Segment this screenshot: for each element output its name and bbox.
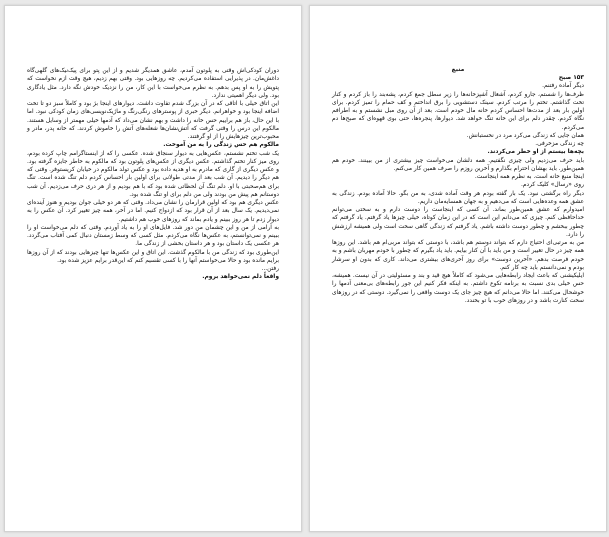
paragraph: چه زندگی مزخرفی. <box>535 141 584 147</box>
paragraph: این اتاق خیلی با اتاقی که در آن بزرگ شدم تفاوت داشت. دیوارهای اینجا بژ بود و کاملاً سبز دو تا تخت اضافه اینجا بود و خواهرانم. دیگر خبری از پوسترهای رنگی‌رنگ و ماژیک‌نویسی‌های زمان کودکی نبود. اما با این حال، باز هم براییم حس خانه را داشت و بهم نشان می‌داد که آدمها خیلی مهمتر از وسایل هستند. مالکوم این درس را وقتی گرفت که آتش‌نشان‌ها شعله‌های آتش را خاموش کردند. که خانه پدر، مادر و محبوب‌ترین چیزهایش را از او گرفتند. <box>27 101 279 140</box>
paragraph: دیگر راه برگشتی نبود. یک بار گفته بودم هر وقت آماده شدی، به من بگو. حالا آماده بودم. زندگی به عشق همه وعده‌هایی است که می‌دهیم و به جهان همسایه‌مان داریم. <box>332 190 584 205</box>
paragraph: عکس دیگری هم بود که اولین قرارمان را نشان می‌داد. وقتی که هر دو خیلی جوان بودیم و هنوز آینده‌ای نمی‌دیدیم. یک سال بعد از آن قرار بود که ازدواج کنیم. اما در آخر، همه چیز تغییر کرد. آن عکس را به دیوار زدم تا هر روز ببینم و یادم بماند که روزهای خوب هم داشتیم. <box>27 200 279 223</box>
paragraph: من به مرتبی‌ای احتیاج دارم که بتواند دوستم هم باشد، با دوستی که بتواند مربی‌ام هم باشد. این روزها همه چیز در حال تغییر است و من باید با آن کنار بیایم. باید یاد بگیرم که چطور با خودم مهربان باشم و به خودم فرصت بدهم. «آخرین دوست» برای روز آخری‌های بیشتری می‌داند. کاری که بدون او سرشار بودم و نمی‌دانستم باید چه کار کنم. <box>332 240 584 271</box>
paragraph: رفتن... <box>261 266 279 272</box>
paragraph: دوران کودکی‌اش وقتی به پلوتون آمدم، عاشق همدیگر شدیم و از این پتو برای پیک‌نیک‌های گلهی‌گاه داغش‌مان. در پذیرایی استفاده می‌کردیم. چه روزهایی بود. وقتی بهم زدیم، هیچ وقت ازم نخواست که پتویش را به او پس بدهم. به نظرم می‌خواست با این کار، من را نزدیک خودش نگه دارد. مثل یادگاری بود. ولی دیگر اهمیتی ندارد. <box>27 68 279 99</box>
paragraph: بچه‌ها بیستم از او خطر می‌کردند. <box>487 149 584 156</box>
paragraph: یک شب تختم نشستم، عکس‌هایی به دیوار سنجاق شده. عکسی را که از اینستاگرامم چاپ کرده بودم، روی میز کنار تختم گذاشتم. عکس دیگری از عکس‌های پلوتون بود که مالکوم به خاطر جایزه گرفته بود. و عکس دیگری از گاری که مادرم به او هدیه داده بود و عکس تولد مالکوم در خیابان کریستوفر. وقتی که هم دیگر را دیدیم. آن شب بعد از مدتی طولانی برای اولین بار احساس کردم دلم تنگ شده است. تنگ برای هم‌صحبتی با او. دلم تنگ آن لحظاتی شده بود که با هم بودیم و از هر دری حرف می‌زدیم. آن شب دوستانم هم پیش من بودند ولی من دلم برای او تنگ شده بود. <box>27 150 279 198</box>
paragraph: ظرف‌ها را شستم، جارو کردم، آشغال آشپزخانه‌ها را زیر سطل جمع کردم، پشه‌بند را باز کردم و کنار تخت گذاشتم. تختم را مرتب کردم. سینک دستشویی را برق انداختم و کف حمام را تمیز کردم. برای اولین بار بعد از مدت‌ها احساس کردم خانه مال خودم است. بعد از آن روی مبل نشستم و به اطرافم نگاه کردم. چقدر دلم برای این خانه تنگ خواهد شد. دیوارها، پنجره‌ها، حتی بوی قهوه‌ای که صبح‌ها دم می‌کردم. <box>332 91 584 131</box>
paragraph: ایلیکیشنی که باعث ایجاد رابطه‌هایی می‌شود که کاملاً هیچ قید و بند و مسئولیتی در آن نیست. همیشه، حس خیلی بدی نسبت به برنامه تکوع داشتم. به اینکه فکر کنیم این جور رابطه‌های بی‌معنی آدمها را خوشحال می‌کنند. اما حالا می‌دانم که هیچ چیز جای یک دوست واقعی را نمی‌گیرد. دوستی که در روزهای سخت کنارت باشد و در روزهای خوب با تو بخندد. <box>332 273 584 304</box>
paragraph: امیدوارم که عشق همین‌طور بماند. آن کسی که اینجاست را دوست دارم و به سختی می‌توانم خداحافظی کنم. چیزی که می‌دانم این است که در این زمان کوتاه، خیلی چیزها یاد گرفتم. یاد گرفتم که چطور ببخشم و چطور دوست داشته باشم. یاد گرفتم که زندگی گاهی سخت است ولی همیشه ارزشش را دارد. <box>332 207 584 238</box>
paragraph: همان جایی که زندگی می‌کرد مرد در نخستبانش. <box>466 132 584 139</box>
paragraph: اینجا منبع خانه است. به نظرم همه اینجاست. <box>474 174 584 180</box>
paragraph: روی «رسال» کلیک کردم. <box>521 182 584 189</box>
paragraph: مالکوم هم حس زندگی را به من آموخت. <box>163 142 279 149</box>
paragraph: این‌طوری بود که زندگی من با مالکوم گذشت. این اتاق و این عکس‌ها تنها چیزهایی بودند که از آن روزها برایم مانده بود و حالا می‌خواستم آنها را با کسی تقسیم کنم که این‌قدر برایم عزیز شده بود. <box>27 249 279 264</box>
section-heading: ۱۵۳ صبح <box>558 75 584 81</box>
running-title: منبع <box>451 66 465 73</box>
left-page <box>4 5 302 532</box>
paragraph: دیگر آماده رفتنم. <box>542 83 584 90</box>
right-page-text <box>332 74 584 305</box>
paragraph: به آرامی از من و این چشمان من دور شد. فایل‌های او را به یاد آوردم. وقتی که دلم می‌خواست او را ببینم و نمی‌توانستم، به عکس‌ها نگاه می‌کردم. مثل کسی که وسط زمستان دنبال کمی آفتاب می‌گردد. هر عکسی یک داستان بود و هر داستان بخشی از زندگی ما. <box>27 224 279 248</box>
paragraph: واقعاً دلم نمی‌خواهد بروم. <box>202 274 279 281</box>
right-page <box>309 5 607 532</box>
left-page-text <box>27 67 279 282</box>
paragraph: باید حرف می‌زدیم ولی چیزی نگفتیم. همه دلشان می‌خواست چیز بیشتری از من بیینند. خودم هم همین‌طور. باید بهشان احترام بگذارم و آخرین روزم را صرف همین کار می‌کنم. <box>332 157 584 172</box>
